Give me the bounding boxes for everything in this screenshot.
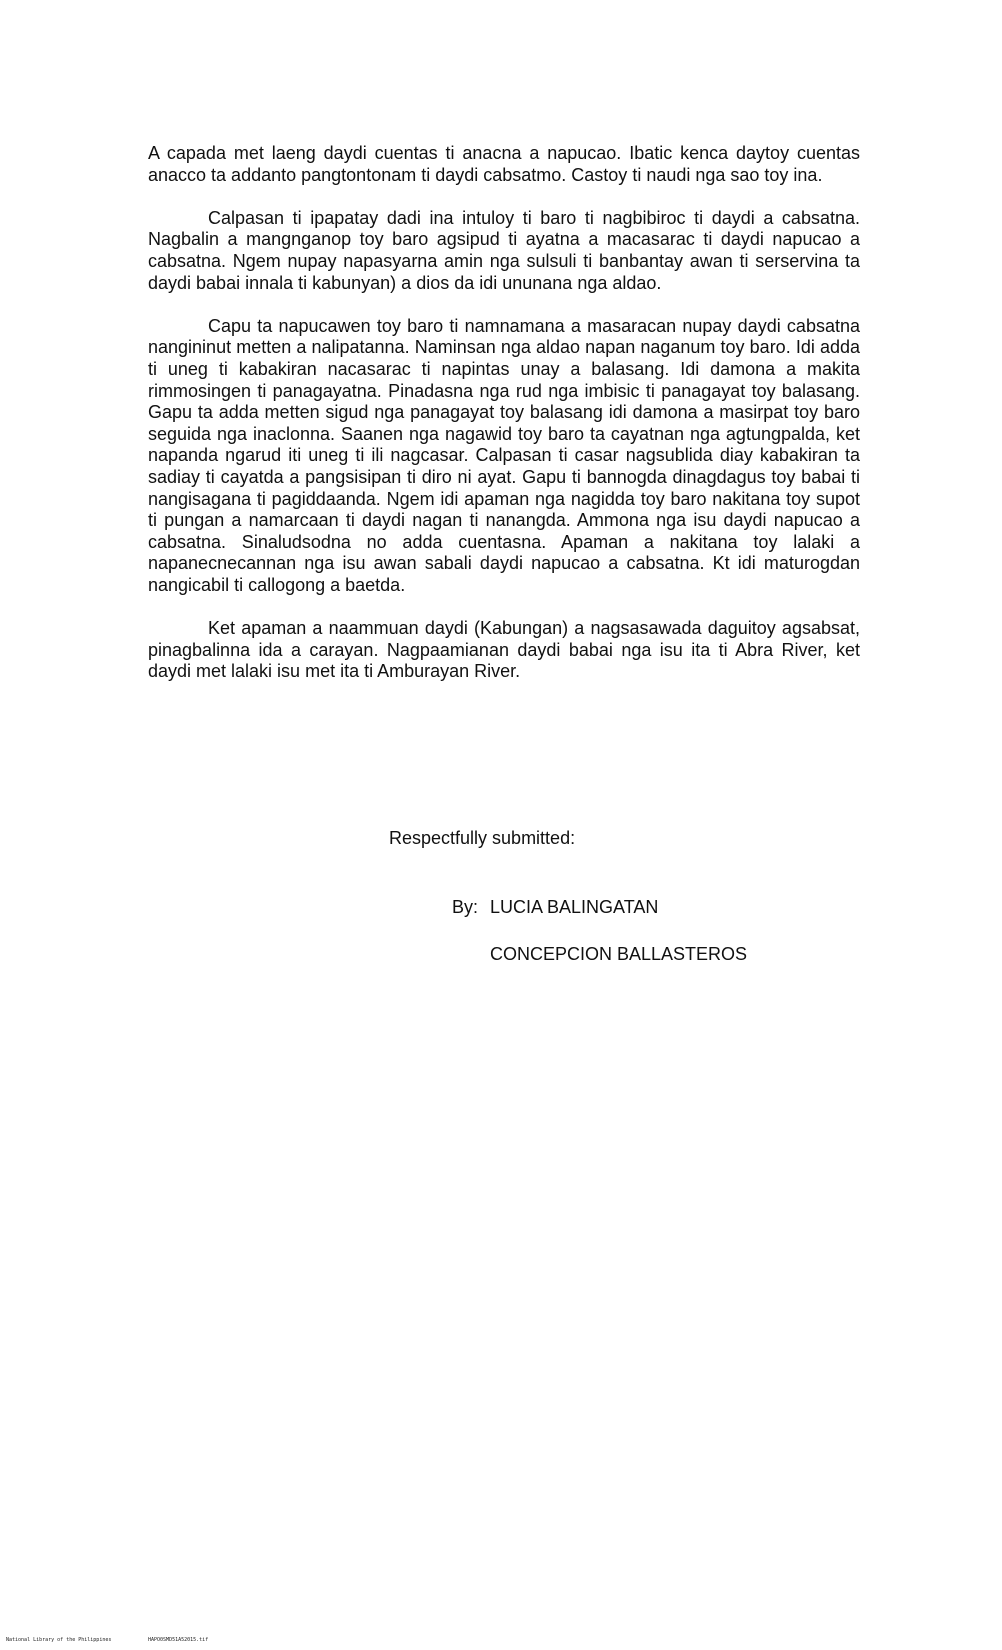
paragraph-2: Calpasan ti ipapatay dadi ina intuloy ti baro ti nagbibiroc ti daydi a cabsatna. Nagbalin a mangnganop toy baro agsipud ti ayatna a macasarac ti daydi napucao a cabsatna. Ngem nupay napasyarna amin nga sulsuli ti banbantay awan ti serservina ta daydi babai innala ti kabunyan) a dios da idi ununana nga aldao.: [148, 207, 860, 293]
paragraph-3: Capu ta napucawen toy baro ti namnamana a masaracan nupay daydi cabsatna nangininut metten a nalipatanna. Naminsan nga aldao napan naganum toy baro. Idi adda ti uneg ti kabakiran nacasarac ti napintas unay a balasang. Idi damona a makita rimmosingen ti panagayatna. Pinadasna nga rud nga imbisic ti panagayat toy balasang. Gapu ta adda metten sigud nga panagayat toy balasang idi damona a masirpat toy baro seguida nga inaclonna. Saanen nga nagawid toy baro ta cayatnan nga agtungpalda, ket napanda ngarud iti uneg ti ili nagcasar. Calpasan ti casar nagsublida diay kabakiran ta sadiay ti cayatda a pangsisipan ti diro ni ayat. Gapu ti bannogda dinagdagus toy babai ti nangisagana ti pagiddaanda. Ngem idi apaman nga nagidda toy baro nakitana toy supot ti pungan a namarcaan ti daydi nagan ti nanangda. Ammona nga isu daydi napucao a cabsatna. Sinaludsodna no adda cuentasna. Apaman a nakitana toy lalaki a napanecnecannan nga isu awan sabali daydi napucao a cabsatna. Kt idi maturogdan nangicabil ti callogong a baetda.: [148, 315, 860, 595]
document-body: [148, 143, 860, 704]
by-label: By:: [452, 897, 479, 917]
signatory-2: CONCEPCION BALLASTEROS: [490, 944, 748, 964]
paragraph-4: Ket apaman a naammuan daydi (Kabungan) a nagsasawada daguitoy agsabsat, pinagbalinna ida a carayan. Nagpaamianan daydi babai nga isu ita ti Abra River, ket daydi met lalaki isu met ita ti Amburayan River.: [148, 618, 860, 682]
signatory-1: LUCIA BALINGATAN: [490, 897, 659, 917]
paragraph-1: A capada met laeng daydi cuentas ti anacna a napucao. Ibatic kenca daytoy cuentas anacco ta addanto pangtontonam ti daydi cabsatmo. Castoy ti naudi nga sao toy ina.: [148, 143, 860, 185]
footer-library: National Library of the Philippines: [6, 1637, 112, 1643]
closing-line: Respectfully submitted:: [389, 828, 576, 848]
footer-file-id: HAPO0SMD51A52015.tif: [148, 1637, 209, 1643]
